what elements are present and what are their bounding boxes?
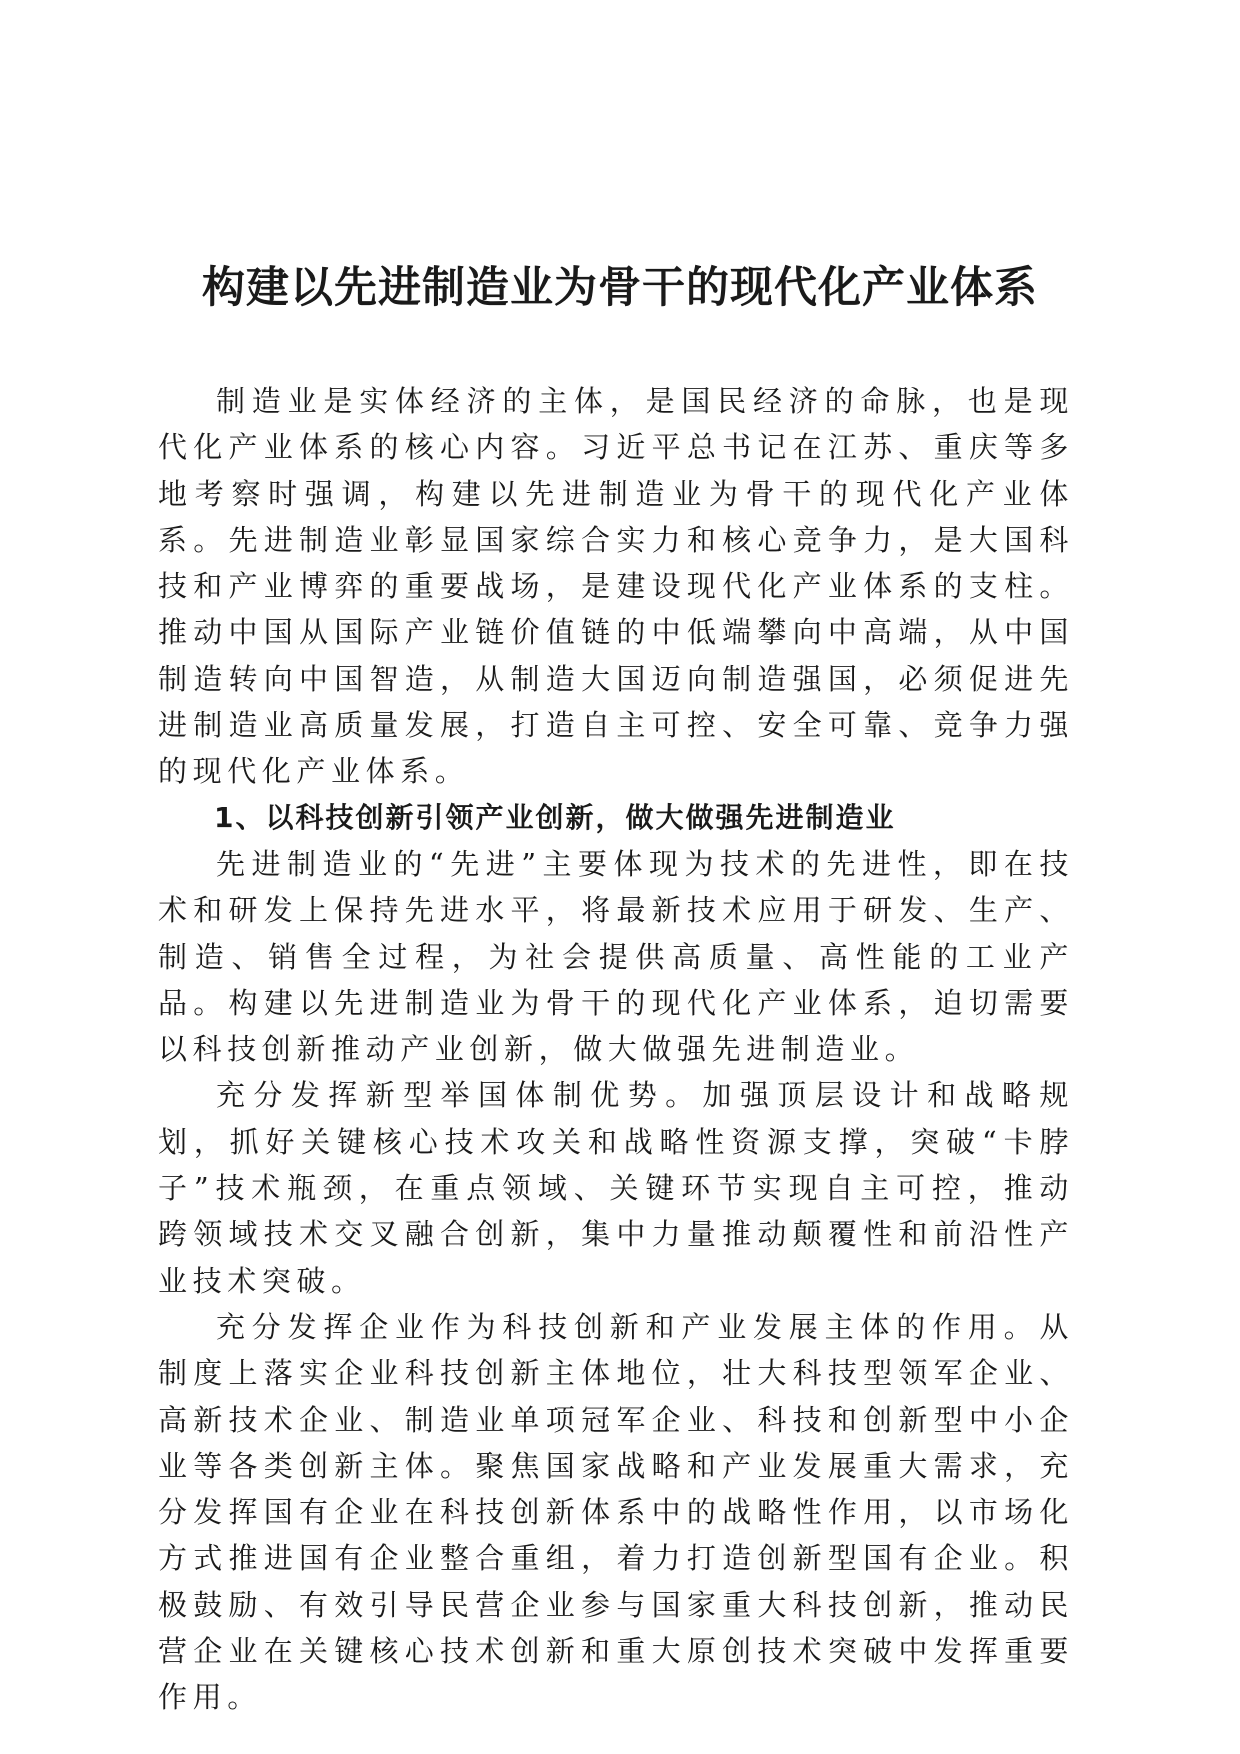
paragraph-intro: 制造业是实体经济的主体，是国民经济的命脉，也是现代化产业体系的核心内容。习近平总书记在江苏、重庆等多地考察时强调，构建以先进制造业为骨干的现代化产业体系。先进制造业彰显国家综合实力和核心竞争力，是大国科技和产业博弈的重要战场，是建设现代化产业体系的支柱。推动中国从国际产业链价值链的中低端攀向中高端，从中国制造转向中国智造，从制造大国迈向制造强国，必须促进先进制造业高质量发展，打造自主可控、安全可靠、竞争力强的现代化产业体系。 [158, 384, 1074, 789]
document-body [158, 378, 1074, 1721]
paragraph-enterprise-role: 充分发挥企业作为科技创新和产业发展主体的作用。从制度上落实企业科技创新主体地位，壮大科技型领军企业、高新技术企业、制造业单项冠军企业、科技和创新型中小企业等各类创新主体。聚焦国家战略和产业发展重大需求，充分发挥国有企业在科技创新体系中的战略性作用，以市场化方式推进国有企业整合重组，着力打造创新型国有企业。积极鼓励、有效引导民营企业参与国家重大科技创新，推动民营企业在关键核心技术创新和重大原创技术突破中发挥重要作用。 [158, 1309, 1074, 1715]
paragraph-advanced-tech: 先进制造业的“先进”主要体现为技术的先进性，即在技术和研发上保持先进水平，将最新技术应用于研发、生产、制造、销售全过程，为社会提供高质量、高性能的工业产品。构建以先进制造业为骨干的现代化产业体系，迫切需要以科技创新推动产业创新，做大做强先进制造业。 [158, 846, 1074, 1067]
document-title: 构建以先进制造业为骨干的现代化产业体系 [202, 263, 1038, 313]
paragraph-national-system: 充分发挥新型举国体制优势。加强顶层设计和战略规划，抓好关键核心技术攻关和战略性资源支撑，突破“卡脖子”技术瓶颈，在重点领域、关键环节实现自主可控，推动跨领域技术交叉融合创新，集中力量推动颠覆性和前沿性产业技术突破。 [158, 1078, 1074, 1298]
section-heading-1: 1、以科技创新引领产业创新，做大做强先进制造业 [214, 800, 896, 834]
